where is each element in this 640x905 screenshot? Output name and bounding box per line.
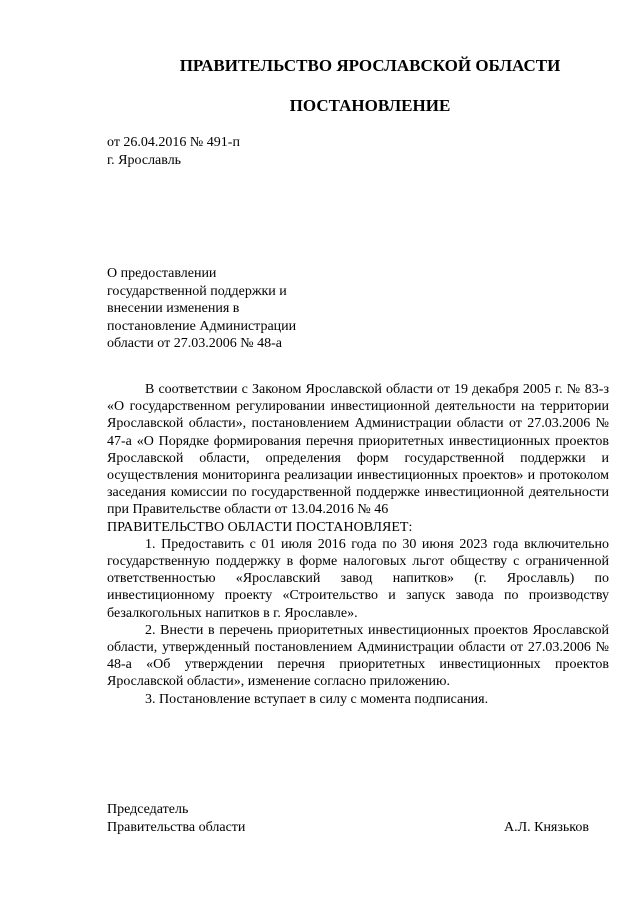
subject-line: области от 27.03.2006 № 48-а	[107, 336, 282, 352]
item-3-paragraph: 3. Постановление вступает в силу с момента подписания.	[145, 691, 489, 707]
preamble-paragraph: В соответствии с Законом Ярославской области от 19 декабря 2005 г. № 83-з «О государственном регулировании инвестиционной деятельности на территории Ярославской области», постановлением Администрации области от 27.03.2006 № 47-а «О Порядке формирования перечня приоритетных инвестиционных проектов Ярославской области, определения форм государственной поддержки и осуществления мониторинга реализации инвестиционных проектов» и протоколом заседания комиссии по государственной поддержке инвестиционной деятельности при Правительстве области от 13.04.2016 № 46	[107, 382, 609, 518]
signature-block	[107, 801, 589, 837]
signer-name: А.Л. Князьков	[504, 820, 589, 835]
government-title: ПРАВИТЕЛЬСТВО ЯРОСЛАВСКОЙ ОБЛАСТИ	[179, 56, 561, 75]
decree-line: ПРАВИТЕЛЬСТВО ОБЛАСТИ ПОСТАНОВЛЯЕТ:	[107, 519, 413, 535]
item-1-paragraph: 1. Предоставить с 01 июля 2016 года по 30 июня 2023 года включительно государственную поддержку в форме налоговых льгот обществу с ограниченной ответственностью «Ярославский завод напитков» (г. Ярославль) по инвестиционному проекту «Строительство и запуск завода по производству безалкогольных напитков в г. Ярославле».	[107, 536, 609, 621]
signer-position-line-1: Председатель	[107, 802, 189, 817]
subject-line: внесении изменения в	[107, 301, 240, 317]
document-meta	[107, 134, 240, 170]
document-subject	[107, 265, 296, 353]
signature-row	[107, 819, 589, 837]
date-number: от 26.04.2016 № 491-п	[107, 135, 240, 150]
signer-position-line-2: Правительства области	[107, 820, 246, 835]
document-body	[107, 381, 609, 708]
city: г. Ярославль	[107, 153, 182, 168]
subject-line: государственной поддержки и	[107, 283, 287, 299]
subject-line: постановление Администрации	[107, 318, 297, 334]
item-2-paragraph: 2. Внести в перечень приоритетных инвестиционных проектов Ярославской области, утвержденный постановлением Администрации области от 27.03.2006 № 48-а «Об утверждении перечня приоритетных инвестиционных проектов Ярославской области», изменение согласно приложению.	[107, 622, 609, 690]
subject-line: О предоставлении	[107, 266, 217, 281]
document-type-title: ПОСТАНОВЛЕНИЕ	[289, 96, 451, 115]
